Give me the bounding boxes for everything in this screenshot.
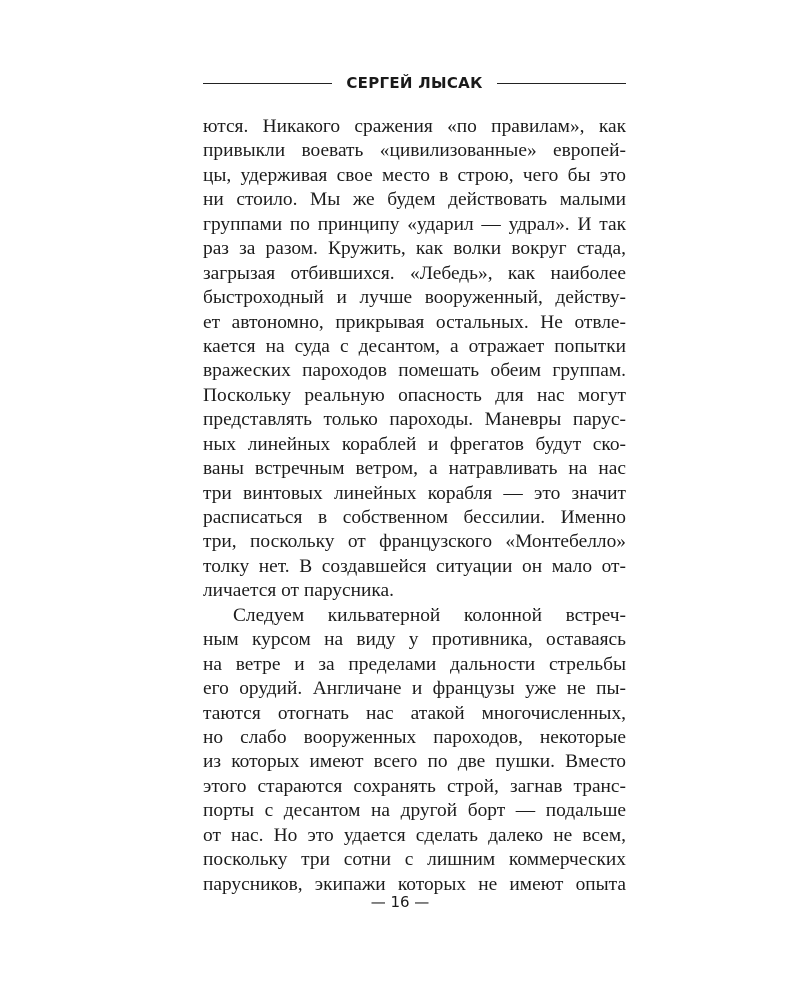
text-line: личается от парусника. bbox=[203, 580, 394, 602]
text-line: от нас. Но это удается сделать далеко не всем, bbox=[203, 824, 626, 846]
text-line: на ветре и за пределами дальности стрельбы bbox=[203, 653, 626, 675]
text-line: три винтовых линейных корабля — это значит bbox=[203, 482, 626, 504]
text-line: Поскольку реальную опасность для нас могут bbox=[203, 384, 626, 406]
text-line: но слабо вооруженных пароходов, некоторые bbox=[203, 726, 626, 748]
text-line: парусников, экипажи которых не имеют опыта bbox=[203, 873, 626, 895]
text-line: порты с десантом на другой борт — подальше bbox=[203, 800, 626, 822]
text-line: из которых имеют всего по две пушки. Вместо bbox=[203, 751, 626, 773]
text-line: кается на суда с десантом, а отражает попытки bbox=[203, 335, 626, 357]
text-line: ным курсом на виду у противника, оставаясь bbox=[203, 629, 626, 651]
header-rule-right bbox=[497, 83, 626, 84]
author-name: СЕРГЕЙ ЛЫСАК bbox=[346, 74, 483, 92]
text-line: ваны встречным ветром, а натравливать на нас bbox=[203, 458, 626, 480]
text-line: поскольку три сотни с лишним коммерческих bbox=[203, 849, 626, 871]
text-line: ни стоило. Мы же будем действовать малыми bbox=[203, 189, 626, 211]
running-head bbox=[203, 70, 626, 96]
text-line: представлять только пароходы. Маневры парус- bbox=[203, 409, 626, 431]
text-line: ются. Никакого сражения «по правилам», как bbox=[203, 116, 626, 137]
text-line: цы, удерживая свое место в строю, чего бы это bbox=[203, 164, 626, 186]
body-text bbox=[203, 115, 626, 897]
text-line: три, поскольку от французского «Монтебелло» bbox=[203, 531, 626, 553]
text-line: привыкли воевать «цивилизованные» европей- bbox=[203, 140, 626, 162]
text-line: ных линейных кораблей и фрегатов будут ско- bbox=[203, 433, 626, 455]
text-line: толку нет. В создавшейся ситуации он мало от- bbox=[203, 555, 626, 577]
text-line: ет автономно, прикрывая остальных. Не отвле- bbox=[203, 311, 626, 333]
text-line: загрызая отбившихся. «Лебедь», как наиболее bbox=[203, 262, 626, 284]
text-line: вражеских пароходов помешать обеим группам. bbox=[203, 360, 626, 382]
text-line: быстроходный и лучше вооруженный, действу- bbox=[203, 287, 626, 309]
text-line: таются отогнать нас атакой многочисленных, bbox=[203, 702, 626, 724]
text-line: Следуем кильватерной колонной встреч- bbox=[233, 604, 626, 626]
paragraph-1 bbox=[203, 115, 626, 604]
text-line: его орудий. Англичане и французы уже не пы- bbox=[203, 678, 626, 700]
page-number: — 16 — bbox=[370, 893, 430, 911]
text-line: расписаться в собственном бессилии. Именно bbox=[203, 507, 626, 528]
paragraph-2 bbox=[203, 604, 626, 897]
text-line: группами по принципу «ударил — удрал». И так bbox=[203, 213, 626, 235]
text-line: раз за разом. Кружить, как волки вокруг стада, bbox=[203, 238, 626, 260]
header-rule-left bbox=[203, 83, 332, 84]
text-line: этого стараются сохранять строй, загнав транс- bbox=[203, 775, 626, 797]
